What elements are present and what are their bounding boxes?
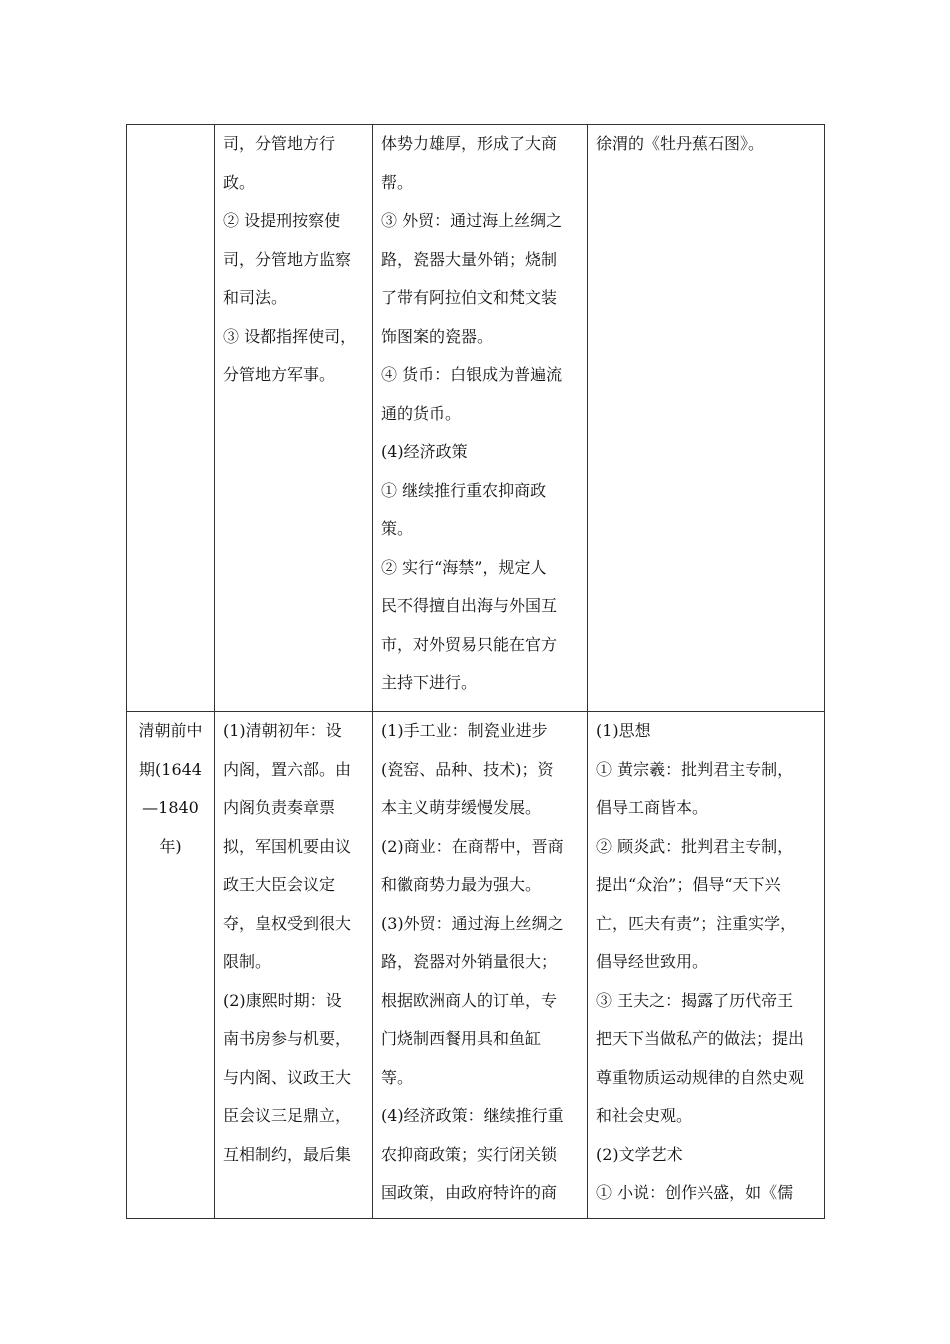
text-line: (1)思想 [596, 721, 651, 740]
text-line: 体势力雄厚，形成了大商 [381, 134, 558, 153]
text-line: 民不得擅自出海与外国互 [381, 596, 558, 615]
text-line: 政。 [223, 172, 256, 192]
text-line: ③ 王夫之：揭露了历代帝王 [596, 990, 794, 1010]
text-line: 分管地方军事。 [223, 365, 336, 384]
politics-cell [215, 125, 373, 712]
table-row [127, 125, 825, 712]
text-line: ③ 设都指挥使司， [223, 326, 357, 346]
text-line: 与内阁、议政王大 [223, 1067, 352, 1087]
text-line: 帮。 [381, 172, 414, 192]
dynasty-cell [127, 125, 215, 712]
text-line: (4)经济政策：继续推行重 [381, 1106, 564, 1125]
text-line: 本主义萌芽缓慢发展。 [381, 798, 542, 817]
text-line: 内阁负责奏章票 [223, 798, 336, 817]
text-line: 门烧制西餐用具和鱼缸 [381, 1029, 542, 1048]
text-line: ② 顾炎武：批判君主专制， [596, 836, 794, 856]
text-line: 策。 [381, 519, 414, 538]
text-line: 政王大臣会议定 [223, 875, 336, 894]
text-line: 臣会议三足鼎立， [223, 1106, 352, 1125]
text-line: 根据欧洲商人的订单，专 [381, 990, 558, 1010]
text-line: 提出“众治”；倡导“天下兴 [596, 875, 781, 894]
economy-cell [373, 125, 588, 712]
text-line: 尊重物质运动规律的自然史观 [596, 1067, 805, 1087]
text-line: 清朝前中 [138, 721, 203, 740]
text-line: (瓷窑、品种、技术)；资 [381, 759, 554, 779]
text-line: 倡导工商皆本。 [596, 798, 709, 817]
text-line: ② 实行“海禁”，规定人 [381, 557, 547, 577]
text-line: (2)文学艺术 [596, 1144, 683, 1164]
text-line: ① 黄宗羲：批判君主专制， [596, 759, 794, 779]
text-line: 徐渭的《牡丹蕉石图》。 [596, 134, 765, 153]
text-line: 和徽商势力最为强大。 [381, 875, 542, 894]
text-line: 市，对外贸易只能在官方 [381, 634, 558, 654]
text-line: 倡导经世致用。 [596, 952, 709, 971]
text-line: (1)手工业：制瓷业进步 [381, 721, 548, 740]
politics-cell [215, 712, 373, 1219]
text-line: ④ 货币：白银成为普遍流 [381, 365, 563, 384]
text-line: 路，瓷器大量外销；烧制 [381, 249, 558, 269]
text-line: 期(1644 [139, 759, 202, 779]
text-line: 限制。 [223, 952, 272, 971]
text-line: (2)康熙时期：设 [223, 990, 342, 1010]
culture-cell [588, 125, 825, 712]
text-line: (3)外贸：通过海上丝绸之 [381, 913, 564, 933]
text-line: 亡，匹夫有责”；注重实学， [596, 913, 797, 933]
dynasty-cell [127, 712, 215, 1219]
text-line: 把天下当做私产的做法；提出 [596, 1029, 805, 1048]
text-line: 拟，军国机要由议 [223, 836, 352, 856]
text-line: (1)清朝初年：设 [223, 721, 342, 740]
text-line: 司，分管地方行 [223, 134, 336, 153]
economy-cell [373, 712, 588, 1219]
text-line: 内阁，置六部。由 [223, 759, 352, 779]
text-line: 农抑商政策；实行闭关锁 [381, 1144, 558, 1164]
text-line: 司，分管地方监察 [223, 249, 352, 269]
text-line: ③ 外贸：通过海上丝绸之 [381, 211, 563, 230]
text-line: 互相制约，最后集 [223, 1144, 352, 1164]
text-line: 饰图案的瓷器。 [381, 326, 494, 346]
text-line: ① 继续推行重农抑商政 [381, 480, 547, 500]
text-line: 南书房参与机要， [223, 1029, 352, 1048]
text-line: 年) [159, 836, 182, 856]
text-line: 主持下进行。 [381, 673, 478, 692]
text-line: 和司法。 [223, 288, 288, 307]
text-line: 路，瓷器对外销量很大； [381, 952, 558, 971]
text-line: —1840 [142, 798, 199, 817]
text-line: 等。 [381, 1067, 414, 1087]
text-line: 和社会史观。 [596, 1106, 693, 1125]
text-line: 了带有阿拉伯文和梵文装 [381, 288, 558, 307]
culture-cell [588, 712, 825, 1219]
table-row [127, 712, 825, 1219]
text-line: (2)商业：在商帮中，晋商 [381, 836, 564, 856]
history-table [126, 124, 825, 1219]
text-line: 通的货币。 [381, 403, 462, 423]
text-line: ② 设提刑按察使 [223, 211, 341, 230]
text-line: (4)经济政策 [381, 442, 468, 461]
text-line: 国政策，由政府特许的商 [381, 1183, 558, 1202]
text-line: ① 小说：创作兴盛，如《儒 [596, 1183, 794, 1202]
text-line: 夺，皇权受到很大 [223, 913, 352, 933]
